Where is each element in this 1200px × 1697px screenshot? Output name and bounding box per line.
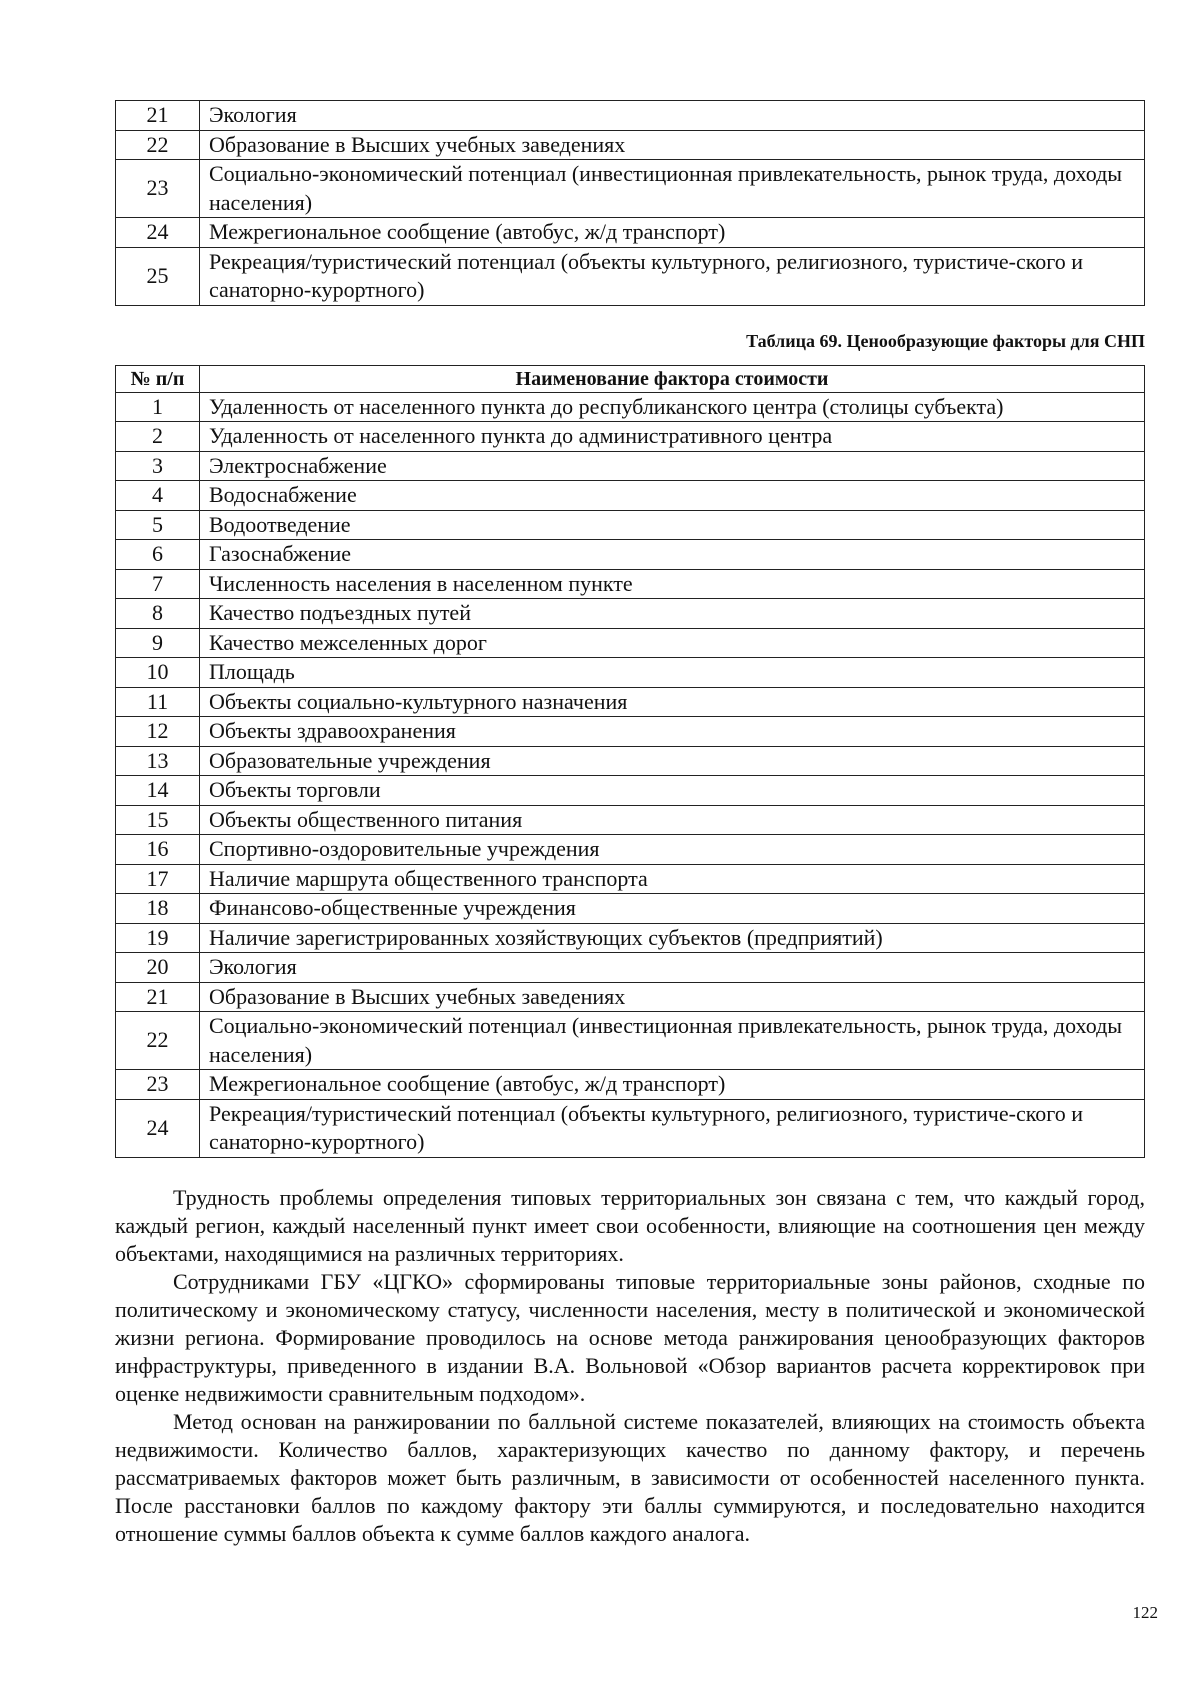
row-number: 13 (116, 746, 200, 776)
factor-name: Площадь (200, 658, 1145, 688)
factor-name: Качество подъездных путей (200, 599, 1145, 629)
table-row (116, 894, 1145, 924)
factor-name: Наличие маршрута общественного транспорта (200, 864, 1145, 894)
factor-name: Газоснабжение (200, 540, 1145, 570)
row-number: 3 (116, 451, 200, 481)
factor-name: Удаленность от населенного пункта до административного центра (200, 422, 1145, 452)
row-number: 22 (116, 130, 200, 160)
row-number: 22 (116, 1012, 200, 1070)
table-row (116, 864, 1145, 894)
factor-name: Образовательные учреждения (200, 746, 1145, 776)
table-row (116, 599, 1145, 629)
row-number: 24 (116, 1099, 200, 1157)
row-number: 9 (116, 628, 200, 658)
document-page (115, 100, 1145, 1548)
row-number: 23 (116, 160, 200, 218)
table-row (116, 130, 1145, 160)
table-row (116, 982, 1145, 1012)
row-number: 25 (116, 247, 200, 305)
table-header-row (116, 365, 1145, 392)
table-row (116, 717, 1145, 747)
table-row (116, 776, 1145, 806)
row-number: 24 (116, 218, 200, 248)
row-number: 6 (116, 540, 200, 570)
factor-name: Социально-экономический потенциал (инвестиционная привлекательность, рынок труда, доходы населения) (200, 160, 1145, 218)
table-row (116, 1070, 1145, 1100)
table-row (116, 569, 1145, 599)
table-69 (115, 365, 1145, 1158)
paragraph: Метод основан на ранжировании по балльной системе показателей, влияющих на стоимость объекта недвижимости. Количество баллов, характеризующих качество по данному фактору, и перечень рассматриваемых факторов может быть различным, в зависимости от особенностей населенного пункта. После расстановки баллов по каждому фактору эти баллы суммируются, и последовательно находится отношение суммы баллов объекта к сумме баллов каждого аналога. (115, 1408, 1145, 1546)
paragraph: Сотрудниками ГБУ «ЦГКО» сформированы типовые территориальные зоны районов, сходные по политическому и экономическому статусу, численности населения, месту в политической и экономической жизни региона. Формирование проводилось на основе метода ранжирования ценообразующих факторов инфраструктуры, приведенного в издании В.А. Вольновой «Обзор вариантов расчета корректировок при оценке недвижимости сравнительным подходом». (115, 1268, 1145, 1406)
factor-name: Межрегиональное сообщение (автобус, ж/д транспорт) (200, 1070, 1145, 1100)
row-number: 2 (116, 422, 200, 452)
table-row (116, 160, 1145, 218)
table-row (116, 923, 1145, 953)
table-row (116, 835, 1145, 865)
factor-name: Образование в Высших учебных заведениях (200, 982, 1145, 1012)
row-number: 14 (116, 776, 200, 806)
table-row (116, 481, 1145, 511)
row-number: 1 (116, 392, 200, 422)
row-number: 15 (116, 805, 200, 835)
table-row (116, 1012, 1145, 1070)
factor-name: Экология (200, 953, 1145, 983)
row-number: 8 (116, 599, 200, 629)
row-number: 19 (116, 923, 200, 953)
factor-name: Качество межселенных дорог (200, 628, 1145, 658)
factor-name: Объекты торговли (200, 776, 1145, 806)
table-row (116, 1099, 1145, 1157)
header-name: Наименование фактора стоимости (200, 365, 1145, 392)
row-number: 12 (116, 717, 200, 747)
body-text (115, 1184, 1145, 1548)
header-num: № п/п (116, 365, 200, 392)
table-row (116, 510, 1145, 540)
factor-name: Социально-экономический потенциал (инвестиционная привлекательность, рынок труда, доходы населения) (200, 1012, 1145, 1070)
table-row (116, 746, 1145, 776)
top-factors-table-body (116, 101, 1145, 306)
factor-name: Удаленность от населенного пункта до республиканского центра (столицы субъекта) (200, 392, 1145, 422)
factor-name: Электроснабжение (200, 451, 1145, 481)
factor-name: Водоотведение (200, 510, 1145, 540)
factor-name: Финансово-общественные учреждения (200, 894, 1145, 924)
table-row (116, 451, 1145, 481)
factor-name: Объекты здравоохранения (200, 717, 1145, 747)
row-number: 17 (116, 864, 200, 894)
factor-name: Экология (200, 101, 1145, 131)
row-number: 21 (116, 101, 200, 131)
table-row (116, 392, 1145, 422)
factor-name: Наличие зарегистрированных хозяйствующих субъектов (предприятий) (200, 923, 1145, 953)
row-number: 21 (116, 982, 200, 1012)
table-row (116, 687, 1145, 717)
table-row (116, 247, 1145, 305)
table-69-body (116, 392, 1145, 1157)
factor-name: Объекты общественного питания (200, 805, 1145, 835)
table-row (116, 953, 1145, 983)
factor-name: Рекреация/туристический потенциал (объекты культурного, религиозного, туристиче-ского и санаторно-курортного) (200, 1099, 1145, 1157)
table-row (116, 101, 1145, 131)
row-number: 11 (116, 687, 200, 717)
table-row (116, 628, 1145, 658)
table-row (116, 218, 1145, 248)
table-row (116, 422, 1145, 452)
row-number: 7 (116, 569, 200, 599)
factor-name: Водоснабжение (200, 481, 1145, 511)
table-row (116, 540, 1145, 570)
factor-name: Спортивно-оздоровительные учреждения (200, 835, 1145, 865)
row-number: 10 (116, 658, 200, 688)
factor-name: Численность населения в населенном пункте (200, 569, 1145, 599)
factor-name: Рекреация/туристический потенциал (объекты культурного, религиозного, туристиче-ского и санаторно-курортного) (200, 247, 1145, 305)
table-row (116, 658, 1145, 688)
factor-name: Образование в Высших учебных заведениях (200, 130, 1145, 160)
factor-name: Объекты социально-культурного назначения (200, 687, 1145, 717)
factor-name: Межрегиональное сообщение (автобус, ж/д транспорт) (200, 218, 1145, 248)
top-factors-table (115, 100, 1145, 306)
row-number: 18 (116, 894, 200, 924)
row-number: 16 (116, 835, 200, 865)
row-number: 20 (116, 953, 200, 983)
row-number: 5 (116, 510, 200, 540)
paragraph: Трудность проблемы определения типовых территориальных зон связана с тем, что каждый город, каждый регион, каждый населенный пункт имеет свои особенности, влияющие на соотношения цен между объектами, находящимися на различных территориях. (115, 1184, 1145, 1266)
row-number: 4 (116, 481, 200, 511)
table-69-caption: Таблица 69. Ценообразующие факторы для СНП (746, 330, 1145, 351)
table-row (116, 805, 1145, 835)
row-number: 23 (116, 1070, 200, 1100)
page-number: 122 (1132, 1603, 1158, 1622)
